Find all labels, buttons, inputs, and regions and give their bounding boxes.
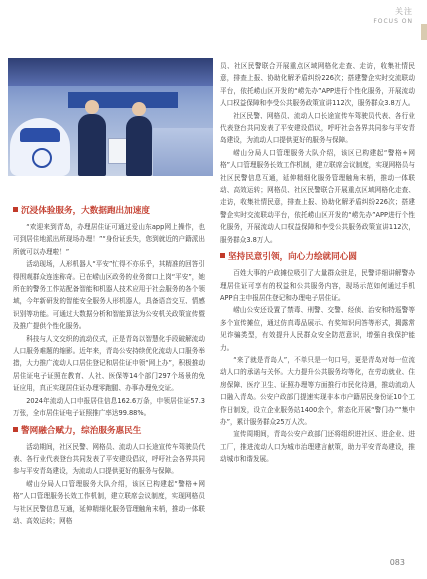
paragraph: 崂山分局人口管理服务大队介绍，该区已构建起“警格+网格”人口管理服务长效工作机制，建立联席会议制度，实现网格员与社区民警信息互通，延伸精细化服务管理触角末梢，推动一体联动、高效运转；网格员、社区民警联合开展重点区域网格化走查、走访，收集社情民意，排查上报、协助化解矛盾纠纷226次；搭建警企实时交流联动平台，依托崂山区开发的“崂先办”APP进行个性化服务，开展流动人口权益保障和李受公共服务政策宣讲112次，服务群众3.8万人。 [220,148,415,244]
event-photo [8,58,213,176]
paragraph: 崂山分局人口管理服务大队介绍，该区已构建起“警格+网格”人口管理服务长效工作机制，建立联席会议制度，实现网格员与社区民警信息互通，延伸精细化服务管理触角末梢，推动一体联动、高效运转；网格 [13,479,205,525]
officer-figure [126,116,152,176]
officer-figure [78,114,106,176]
section-subtitle: FOCUS ON [373,18,413,25]
section-title: 关注 [395,7,413,16]
service-desk [153,128,213,176]
paragraph: 崂山公安还设置了禁毒、刑警、交警、经侦、治安和特巡警等多个宣传摊位，通过仿真毒品展示、有奖知识问答等形式，揭露常见诈骗类型，有效提升人民群众安全防范意识，增强自我保护能力。 [220,306,415,352]
photo-ceiling [8,58,213,86]
paragraph: 活动现场，人形机器人“平安”忙得不亦乐乎，其精准的回答引得围观群众连连称奇。已在崂山区政务的业务窗口上岗“平安”，她所在的警务工作站配备智能和机器人技术应用于社会服务的各个领域，今年新研发的智能安全服务人形机器人，具备语音交互、情感识别等功能。可通过大数据分析和智能算法为公安机关政策宣传暨及推广提供个性化服务。 [13,260,205,331]
heading-text: 坚持民意引领，向心力绘就同心圆 [228,252,357,263]
heading-marker-icon [13,427,18,432]
paragraph: 宣传周期间，青岛公安户政部门还将组织进社区、进企业、进工厂，推进流动人口为城市治理建言献策，助力平安青岛建设，推动城市和谐发展。 [220,430,415,464]
section-heading [220,251,415,263]
left-column [13,200,205,527]
heading-marker-icon [13,207,18,212]
paragraph: 活动期间，社区民警、网格员、流动人口长途宣传车驾驶员代表、各行业代表登台共同发表了平安建设倡议，呼吁社会各界共同参与平安青岛建设，为流动人口提供更好的服务与保障。 [13,442,205,476]
heading-text: 警网融合赋力，综治服务惠民生 [21,425,142,436]
section-heading [13,205,205,217]
paragraph: 员、社区民警联合开展重点区域网格化走查、走访，收集社情民意，排查上报、协助化解矛盾纠纷226次；搭建警企实时交流联动平台，依托崂山区开发的“崂先办”APP进行个性化服务，开展流动人口权益保障和李受公共服务政策宣讲112次，服务群众3.8万人。 [220,62,415,108]
paragraph: “来了就是青岛人”，不单只是一句口号，更是青岛对每一位流动人口的承诺与关怀。大力提升公共服务均等化，在劳动就业、住房保障、医疗卫生、证照办理等方面推行市民化待遇，推动流动人口融入青岛。公安户政部门提速实现非本市户籍居民身份证10个工作日制发，设立企业服务站1400余个，常态化开展“警门办”“集中办”，累计服务群众25万人次。 [220,355,415,426]
section-heading [13,425,205,437]
section-header [373,6,413,25]
page-number: 083 [389,558,405,567]
header-accent-bar [421,24,427,40]
paragraph: 百姓大事的户政摊位吸引了大量群众驻足，民警详细讲解警办理居住证可享有的权益和公共服务内容，现场示范如何通过手机APP自主申报居住登记和办理电子居住证。 [220,269,415,302]
paragraph: 社区民警、网格员、流动人口长途宣传车驾驶员代表、各行业代表登台共同发表了平安建设倡议，呼吁社会各界共同参与平安青岛建设，为流动人口提供更好的服务与保障。 [220,111,415,145]
paragraph: “欢迎来到青岛，办理居住证可通过爱山东app网上操作，也可到居住地派出所现场办理！”“身份证丢失，您到就近的户籍派出所就可以办理啦！” [13,223,205,256]
police-mascot [10,118,70,176]
heading-marker-icon [220,253,225,258]
heading-text: 沉浸体验服务，大数据跑出加速度 [21,206,150,216]
paragraph: 科技与人文交织的流动仪式，正是青岛以智慧化手段破解流动人口服务难题的缩影。近年来，青岛公安持续优化流动人口服务举措，大力推广流动人口居住登记和居住证申领“网上办”，积极推动居住证电子证照在教育、人社、医保等14个部门297个场景的免证应用，真正实现居住证办理零跑腿、办事办理免交证。 [13,334,205,393]
paragraph: 2024年流动人口申报居住信息162.6万条，申领居住证57.3万张，全市居住证电子证照推广率达99.88%。 [13,396,205,418]
right-column [220,60,415,466]
